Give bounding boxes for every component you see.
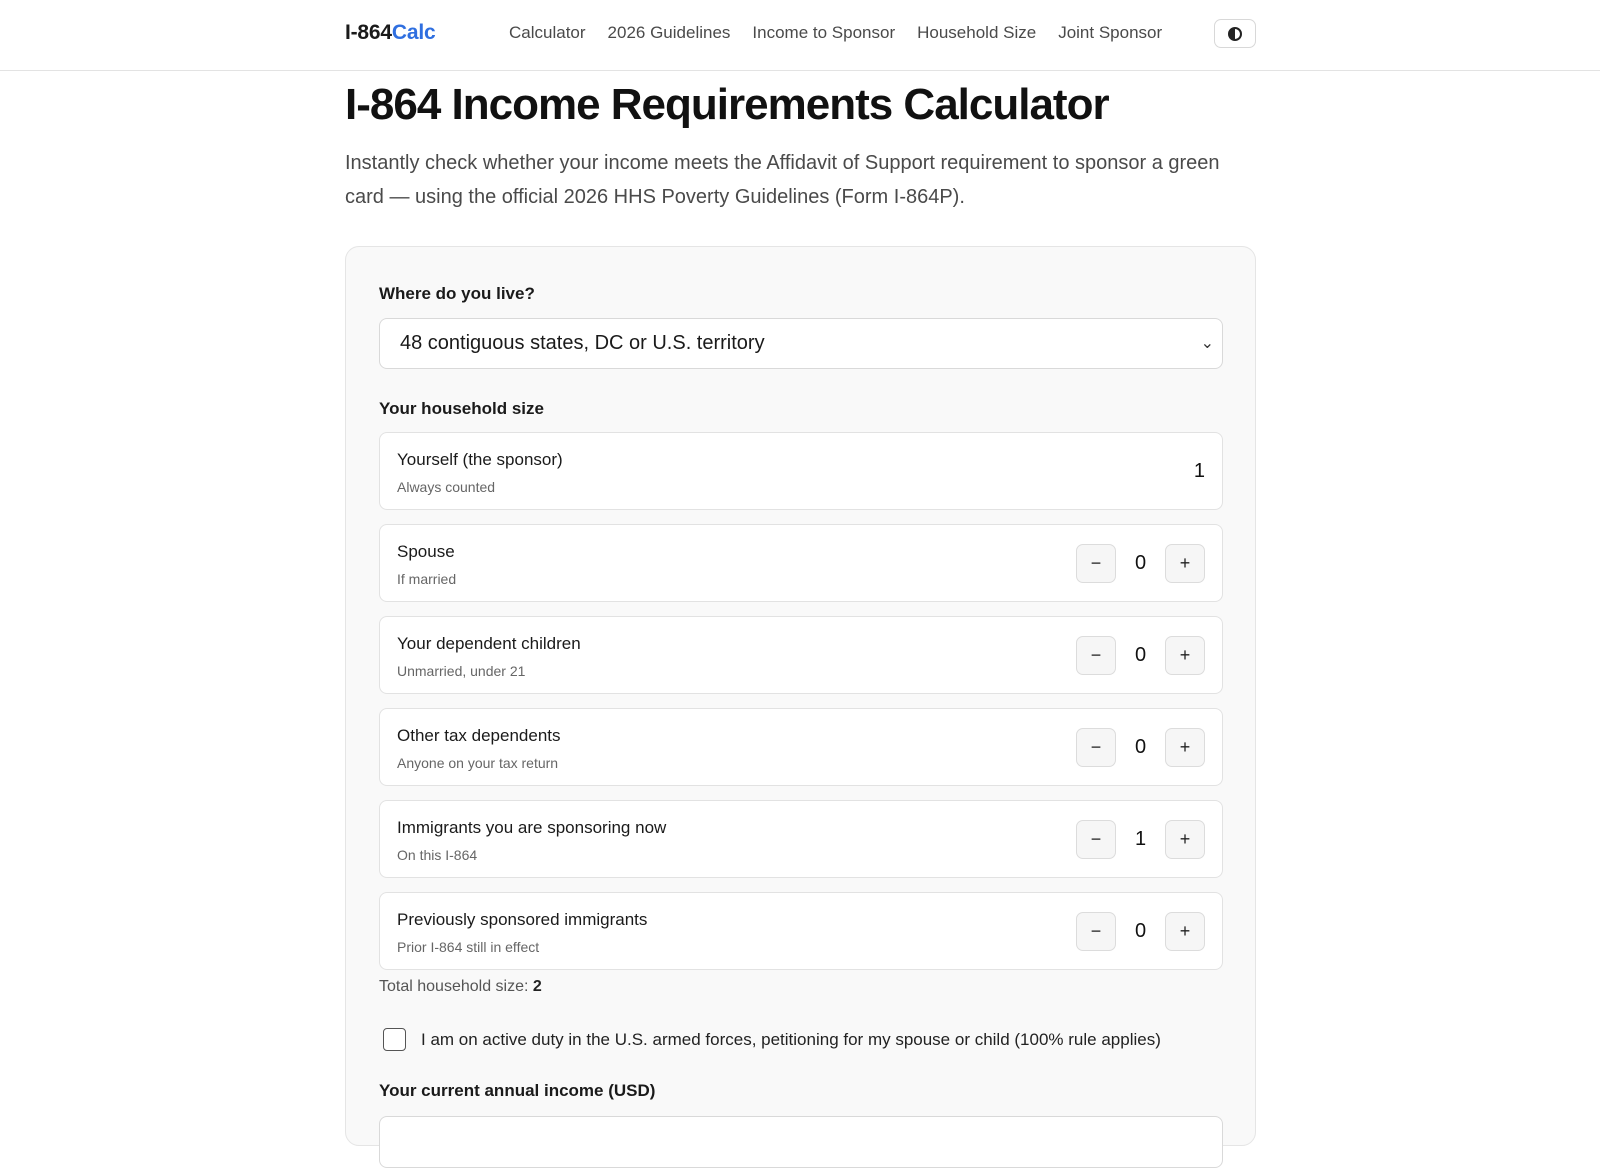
sponsoring-now-stepper (1076, 820, 1205, 859)
logo-main-text: I-864 (345, 21, 392, 44)
total-household-size (379, 978, 542, 996)
spouse-count: 0 (1134, 552, 1147, 574)
logo-accent-text: Calc (391, 21, 436, 44)
children-stepper (1076, 636, 1205, 675)
row-title: Spouse (397, 542, 455, 561)
previously-sponsored-decrement-button[interactable]: − (1076, 912, 1116, 951)
household-row-tax-dependents (379, 708, 1223, 786)
row-subtitle: Always counted (397, 479, 496, 495)
military-checkbox[interactable] (383, 1028, 406, 1051)
previously-sponsored-increment-button[interactable]: + (1165, 912, 1205, 951)
income-input[interactable] (379, 1116, 1223, 1168)
nav-link-household-size[interactable]: Household Size (917, 23, 1037, 42)
spouse-increment-button[interactable]: + (1165, 544, 1205, 583)
nav-link-income-to-sponsor[interactable]: Income to Sponsor (752, 23, 896, 42)
row-title: Your dependent children (397, 634, 581, 653)
sponsor-count: 1 (1193, 460, 1205, 482)
children-decrement-button[interactable]: − (1076, 636, 1116, 675)
sponsoring-now-decrement-button[interactable]: − (1076, 820, 1116, 859)
row-subtitle: Anyone on your tax return (397, 755, 559, 771)
spouse-stepper (1076, 544, 1205, 583)
children-increment-button[interactable]: + (1165, 636, 1205, 675)
sponsoring-now-increment-button[interactable]: + (1165, 820, 1205, 859)
contrast-icon (1228, 27, 1242, 41)
children-count: 0 (1134, 644, 1147, 666)
location-select-value: 48 contiguous states, DC or U.S. territory (400, 332, 765, 354)
military-option (383, 1028, 1161, 1051)
tax-dependents-count: 0 (1134, 736, 1147, 758)
row-subtitle: If married (397, 571, 457, 587)
spouse-decrement-button[interactable]: − (1076, 544, 1116, 583)
row-subtitle: On this I-864 (397, 847, 478, 863)
previously-sponsored-count: 0 (1134, 920, 1147, 942)
tax-dependents-increment-button[interactable]: + (1165, 728, 1205, 767)
nav-link-joint-sponsor[interactable]: Joint Sponsor (1058, 23, 1163, 42)
page-intro: Instantly check whether your income meets the Affidavit of Support requirement to sponsor a green card — using the official 2026 HHS Poverty Guidelines (Form I-864P). (345, 152, 1220, 208)
row-title: Other tax dependents (397, 726, 561, 745)
top-navigation-bar (0, 0, 1600, 71)
chevron-down-icon: ⌄ (1200, 335, 1214, 352)
row-subtitle: Prior I-864 still in effect (397, 939, 540, 955)
tax-dependents-stepper (1076, 728, 1205, 767)
household-row-sponsoring-now (379, 800, 1223, 878)
main-nav (509, 23, 1184, 43)
nav-link-calculator[interactable]: Calculator (509, 23, 586, 42)
income-label: Your current annual income (USD) (379, 1081, 656, 1100)
previously-sponsored-stepper (1076, 912, 1205, 951)
total-label: Total household size: (379, 978, 529, 995)
location-select[interactable] (379, 318, 1223, 369)
row-title: Previously sponsored immigrants (397, 910, 648, 929)
site-logo[interactable] (345, 21, 435, 45)
household-row-previously-sponsored (379, 892, 1223, 970)
page-title: I-864 Income Requirements Calculator (345, 80, 1109, 129)
row-title: Yourself (the sponsor) (397, 450, 563, 469)
row-subtitle: Unmarried, under 21 (397, 663, 526, 679)
household-label: Your household size (379, 399, 544, 418)
household-row-sponsor (379, 432, 1223, 510)
theme-toggle-button[interactable] (1214, 19, 1256, 48)
household-row-children (379, 616, 1223, 694)
nav-link-2026-guidelines[interactable]: 2026 Guidelines (607, 23, 731, 42)
tax-dependents-decrement-button[interactable]: − (1076, 728, 1116, 767)
total-value: 2 (532, 978, 542, 995)
military-checkbox-label[interactable]: I am on active duty in the U.S. armed forces, petitioning for my spouse or child (100% rule applies) (421, 1029, 1161, 1049)
sponsoring-now-count: 1 (1134, 828, 1147, 850)
location-label: Where do you live? (379, 284, 535, 303)
calculator-card (345, 246, 1256, 1146)
household-row-spouse (379, 524, 1223, 602)
row-title: Immigrants you are sponsoring now (397, 818, 667, 837)
